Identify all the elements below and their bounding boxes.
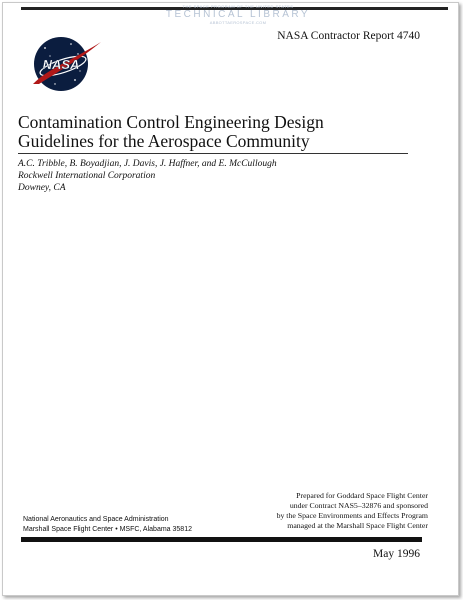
- preparation-note: [228, 491, 428, 531]
- publisher-line-2: Marshall Space Flight Center • MSFC, Alabama 35812: [23, 526, 192, 533]
- report-number: NASA Contractor Report 4740: [277, 30, 420, 42]
- technical-library-watermark: [143, 4, 333, 25]
- report-title: [18, 113, 438, 151]
- title-underline: [18, 153, 408, 154]
- prep-line-1: Prepared for Goddard Space Flight Center: [296, 491, 428, 500]
- author-location: Downey, CA: [18, 183, 66, 193]
- watermark-caption: THE SPACE PROGRAM OF THE UNITED STATES: [182, 4, 294, 9]
- nasa-meatball-logo: [25, 34, 105, 94]
- logo-wordmark: NASA: [42, 57, 80, 72]
- prep-line-2: under Contract NAS5–32876 and sponsored: [289, 501, 428, 510]
- author-organization: Rockwell International Corporation: [18, 171, 156, 181]
- publisher-line-1: National Aeronautics and Space Administration: [23, 516, 169, 523]
- prep-line-4: managed at the Marshall Space Flight Center: [287, 521, 428, 530]
- prep-line-3: by the Space Environments and Effects Program: [276, 511, 428, 520]
- watermark-url: ABBOTTAEROSPACE.COM: [209, 20, 267, 25]
- author-names: A.C. Tribble, B. Boyadjian, J. Davis, J. Haffner, and E. McCullough: [18, 159, 277, 169]
- publication-date: May 1996: [373, 548, 420, 560]
- watermark-title: TECHNICAL LIBRARY: [165, 9, 311, 20]
- document-page: [2, 2, 459, 596]
- title-line-1: Contamination Control Engineering Design: [18, 112, 324, 132]
- publisher-block: [23, 515, 192, 535]
- bottom-rule: [21, 537, 422, 542]
- title-line-2: Guidelines for the Aerospace Community: [18, 131, 310, 151]
- author-block: [18, 158, 438, 194]
